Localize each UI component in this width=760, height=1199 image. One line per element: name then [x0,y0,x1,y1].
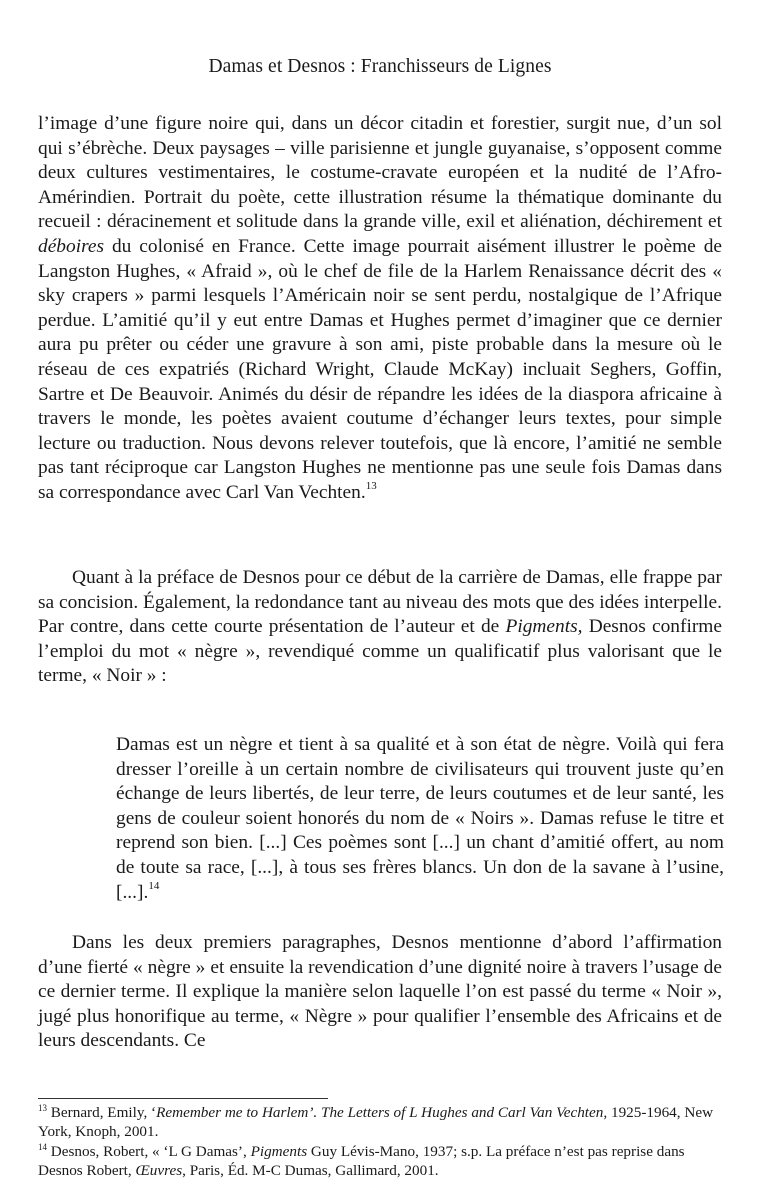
footnote-text: , Paris, Éd. M-C Dumas, Gallimard, 2001. [182,1162,439,1180]
running-header: Damas et Desnos : Franchisseurs de Lignes [208,56,552,77]
footnote-reference[interactable]: 13 [365,479,377,492]
quote-text: Damas est un nègre et tient à sa qualité et à son état de nègre. Voilà qui fera dresser l’oreille à un certain nombre de civilisateurs qui trouvent juste qu’en échange de leurs libertés, de leur terre, de leurs coutumes et de leur santé, les gens de couleur soient honorés du nom de « Noirs ». Damas refuse le titre et reprend son bien. [...] Ces poèmes sont [...] un chant d’amitié offert, au nom de toute sa race, [...], à tous ses frères blancs. Un don de la savane à l’usine, [...]. [116,734,724,903]
italic-term: déboires [38,235,105,257]
paragraph-text: l’image d’une figure noire qui, dans un décor citadin et forestier, surgit nue, d’un sol qui s’ébrèche. Deux paysages – ville parisienne et jungle guyanaise, s’opposent comme deux cultures vestimentaires, le costume-cravate européen et la nudité de l’Afro-Amérindien. Portrait du poète, cette illustration résume la thématique dominante du recueil : déracinement et solitude dans la grande ville, exil et aliénation, déchirement et [38,113,722,233]
paragraph-text: Desnos confirme l’emploi du mot « nègre », revendiqué comme un qualificatif plus valorisant que le terme, « Noir » : [38,616,722,687]
footnote-italic-title: Pigments [250,1142,308,1160]
paragraph-text: Dans les deux premiers paragraphes, Desnos mentionne d’abord l’affirmation d’une fierté « nègre » et ensuite la revendication d’une dignité noire à travers l’usage de ce dernier terme. Il explique la manière selon laquelle l’on est passé du terme « Noir », jugé plus honorifique au terme, « Nègre » pour qualifier l’ensemble des Africains et de leurs descendants. Ce [38,932,722,1052]
footnote-number: 14 [38,1141,47,1152]
paragraph-text: Quant à la préface de Desnos pour ce début de la carrière de Damas, elle frappe par sa concision. Également, la redondance tant au niveau des mots que des idées interpelle. Par contre, dans cette courte présentation de l’auteur et de [38,567,722,638]
italic-title: Pigments, [505,616,583,638]
footnote-text: Guy Lévis-Mano, 1937; s.p. La préface n’est pas reprise dans Desnos Robert, [38,1142,685,1180]
paragraph-text: du colonisé en France. Cette image pourrait aisément illustrer le poème de Langston Hughes, « Afraid », où le chef de file de la Harlem Renaissance décrit des « sky crapers » parmi lesquels l’Américain noir se sent perdu, nostalgique de l’Afrique perdue. L’amitié qu’il y eut entre Damas et Hughes permet d’imaginer que ce dernier aura pu prêter ou céder une gravure à son ami, piste probable dans la mesure où le réseau de ces expatriés (Richard Wright, Claude McKay) incluait Seghers, Goffin, Sartre et De Beauvoir. Animés du désir de répandre les idées de la diaspora africaine à travers le monde, les poètes avaient coutume d’échanger leurs textes, pour simple lecture ou traduction. Nous devons relever toutefois, que là encore, l’amitié ne semble pas tant réciproque car Langston Hughes ne mentionne pas une seule fois Damas dans sa correspondance avec Carl Van Vechten. [38,235,722,503]
footnotes [38,1103,728,1181]
footnote-italic-title: Remember me to Harlem’. The Letters of L Hughes and Carl Van Vechten, [156,1104,608,1121]
footnote-separator [38,1098,328,1099]
footnote-text: Bernard, Emily, ‘ [47,1104,157,1121]
footnote-13 [38,1103,728,1142]
footnote-text: 1925-1964, New York, Knoph, 2001. [38,1104,714,1141]
body-paragraph-3 [38,931,722,1054]
footnote-reference[interactable]: 14 [148,879,160,892]
body-paragraph-2 [38,566,722,689]
footnote-text: Desnos, Robert, « ‘L G Damas’, [47,1142,251,1160]
footnote-14 [38,1142,728,1181]
block-quote [116,733,724,905]
footnote-italic-title: Œuvres [135,1162,183,1180]
footnote-number: 13 [38,1103,47,1113]
body-paragraph-1 [38,112,722,506]
